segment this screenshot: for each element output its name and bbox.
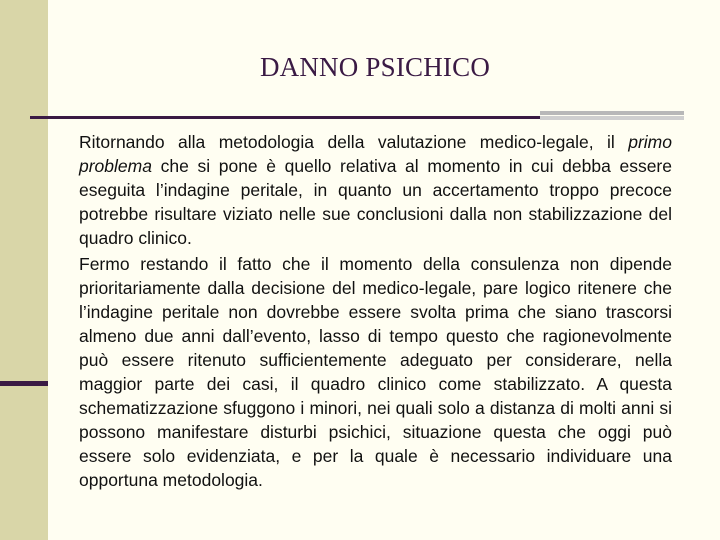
title-divider-gray-bottom <box>540 116 684 120</box>
paragraph-1-rest: che si pone è quello relativa al momento in cui debba essere eseguita l’indagine peritale, in quanto un accertamento troppo precoce potrebbe risultare viziato nelle sue conclusioni dalla non stabilizzazione del quadro clinico. <box>79 156 672 248</box>
paragraph-1-emphasis: primo problema <box>79 132 672 176</box>
title-divider-gray-top <box>540 111 684 115</box>
paragraph-1 <box>79 130 672 250</box>
paragraph-2: Fermo restando il fatto che il momento della consulenza non dipende prioritariamente dalla decisione del medico-legale, pare logico ritenere che l’indagine peritale non dovrebbe essere svolta prima che siano trascorsi almeno due anni dall’evento, lasso di tempo questo che ragionevolmente può essere ritenuto sufficientemente adeguato per considerare, nella maggior parte dei casi, il quadro clinico come stabilizzato. A questa schematizzazione sfuggono i minori, nei quali solo a distanza di molti anni si possono manifestare disturbi psichici, situazione questa che oggi può essere solo evidenziata, e per la quale è necessario individuare una opportuna metodologia. <box>79 254 672 490</box>
left-accent-bar <box>0 381 48 386</box>
slide-body <box>79 130 672 492</box>
title-divider <box>30 116 540 119</box>
paragraph-1-intro: Ritornando alla metodologia della valutazione medico-legale, il <box>79 132 615 152</box>
left-sidebar-decoration <box>0 0 48 540</box>
slide-title: DANNO PSICHICO <box>259 52 491 82</box>
